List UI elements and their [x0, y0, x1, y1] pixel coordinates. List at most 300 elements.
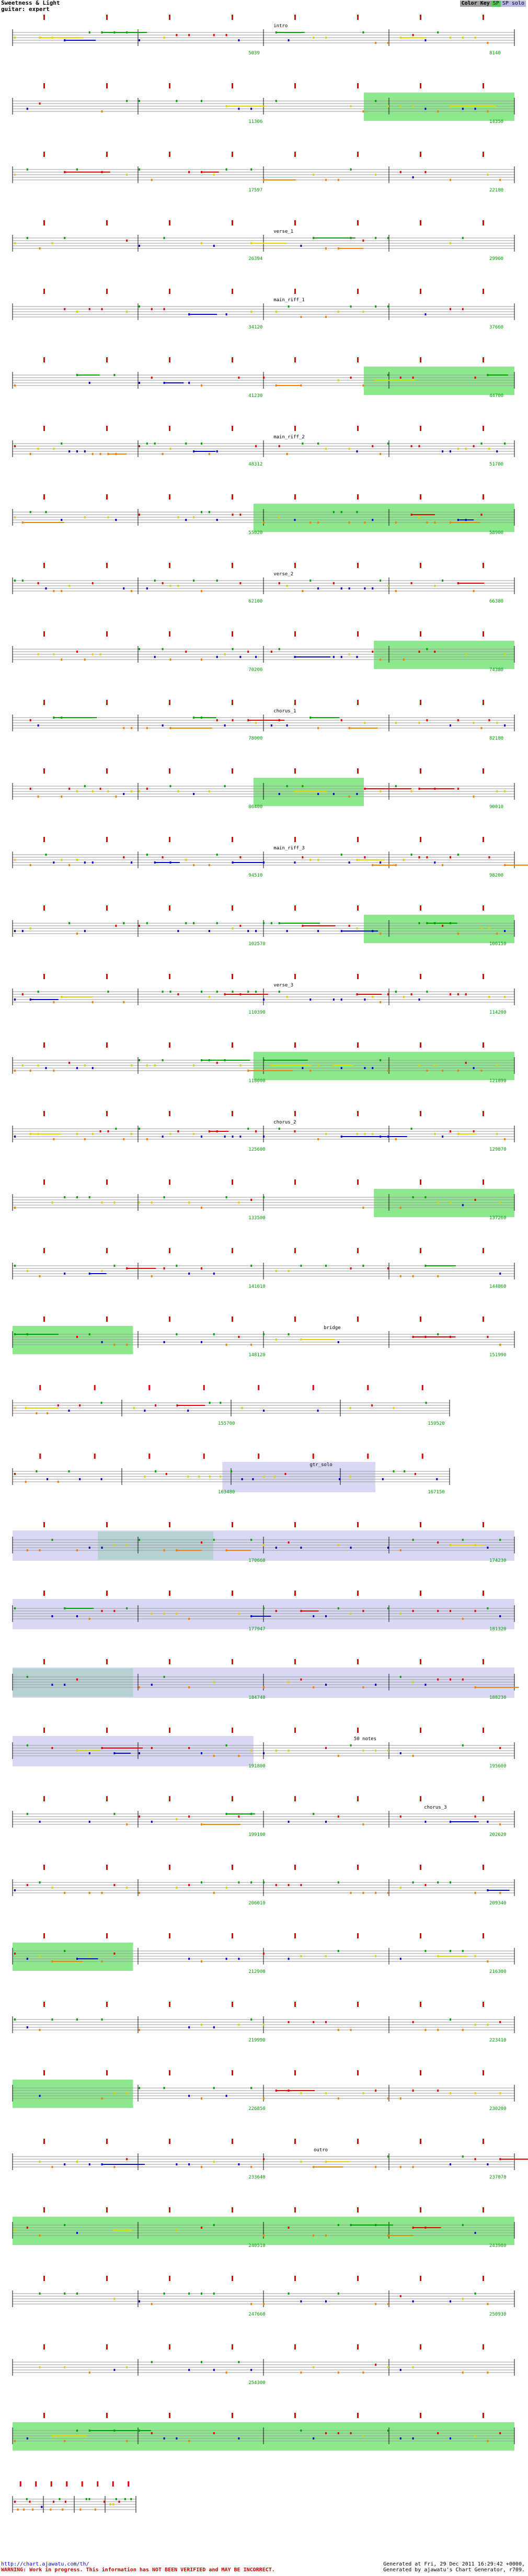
beat-tick — [483, 563, 484, 568]
note — [387, 1607, 389, 1609]
note — [89, 308, 90, 310]
note — [193, 1064, 194, 1066]
score-label: 44700 — [489, 393, 504, 399]
note — [279, 793, 280, 795]
beat-tick — [294, 494, 296, 500]
beat-tick — [483, 1042, 484, 1048]
note — [113, 1265, 115, 1267]
note — [170, 1133, 171, 1135]
beat-tick — [43, 2276, 45, 2281]
score-label: 163480 — [217, 1490, 235, 1495]
beat-tick — [43, 357, 45, 362]
note — [263, 2097, 265, 2100]
note — [450, 2163, 451, 2165]
note — [201, 2227, 202, 2229]
note — [213, 1333, 215, 1335]
beat-tick — [483, 2070, 484, 2075]
solo-region — [222, 1462, 375, 1492]
note — [387, 1070, 389, 1072]
beat-tick — [357, 1728, 359, 1733]
note — [68, 922, 70, 924]
note — [279, 1128, 280, 1130]
score-label: 148120 — [248, 1353, 266, 1358]
beat-tick — [169, 1933, 170, 1938]
note — [101, 1892, 103, 1894]
note — [317, 727, 319, 729]
score-label: 206010 — [248, 1901, 266, 1906]
beat-tick — [169, 563, 170, 568]
note — [349, 925, 350, 927]
note — [101, 1610, 103, 1612]
note — [14, 445, 16, 447]
note — [201, 2024, 202, 2026]
note — [288, 1884, 290, 1886]
note — [100, 788, 101, 790]
note — [213, 2161, 215, 2163]
note — [76, 1336, 78, 1338]
note — [170, 585, 171, 587]
star-power-region — [364, 915, 514, 943]
note — [39, 2095, 41, 2097]
beat-tick — [294, 974, 296, 979]
note — [30, 1070, 31, 1072]
note — [170, 659, 171, 661]
note — [139, 1892, 140, 1894]
score-label: 177947 — [248, 1627, 266, 1632]
beat-tick — [43, 220, 45, 225]
note — [504, 442, 506, 445]
beat-tick — [106, 1796, 108, 1801]
note — [362, 384, 364, 387]
beat-tick — [483, 1865, 484, 1870]
note — [51, 1201, 53, 1204]
note — [434, 521, 435, 524]
note — [14, 1207, 16, 1209]
score-label: 159520 — [428, 1421, 445, 1426]
section-label: main_riff_2 — [273, 435, 305, 440]
note — [276, 311, 277, 313]
note — [201, 590, 202, 592]
note — [250, 2018, 252, 2021]
note — [213, 34, 215, 36]
note — [30, 788, 31, 790]
score-label: 5039 — [248, 51, 260, 56]
note — [126, 1823, 128, 1825]
beat-tick — [420, 700, 421, 705]
note — [30, 719, 31, 721]
note — [450, 856, 451, 858]
note — [437, 2090, 439, 2092]
note — [462, 1950, 464, 1952]
beat-tick — [106, 837, 108, 842]
star-power-region — [374, 641, 514, 669]
note — [313, 2366, 314, 2368]
note — [424, 313, 426, 315]
staff-row — [13, 2070, 514, 2112]
note — [89, 1752, 90, 1754]
note — [232, 991, 234, 993]
note — [255, 930, 257, 932]
note — [188, 1273, 190, 1275]
note — [462, 2298, 464, 2300]
note — [437, 1881, 439, 1883]
note — [27, 2026, 28, 2028]
section-label: main_riff_1 — [273, 298, 305, 303]
note — [177, 585, 179, 587]
note — [126, 2366, 128, 2368]
note — [64, 2366, 65, 2368]
note — [255, 1130, 257, 1132]
note — [25, 1481, 27, 1483]
note — [424, 1950, 426, 1952]
beat-tick — [357, 83, 359, 88]
note — [39, 1275, 41, 1277]
beat-tick — [106, 1591, 108, 1596]
beat-tick — [294, 2070, 296, 2075]
note — [325, 1955, 327, 1957]
note — [123, 1001, 124, 1003]
note — [276, 1547, 277, 1549]
note — [364, 856, 365, 858]
note — [437, 2432, 439, 2434]
note — [126, 2440, 128, 2442]
note — [64, 1273, 65, 1275]
note — [457, 788, 459, 790]
color-key-solo: SP solo — [501, 1, 526, 7]
note — [450, 1610, 451, 1612]
note — [300, 384, 302, 387]
note — [415, 1473, 416, 1475]
note — [216, 1130, 218, 1132]
note — [457, 448, 459, 450]
note — [100, 1130, 101, 1132]
note — [51, 1747, 53, 1749]
beat-tick — [294, 768, 296, 774]
staff-row — [13, 700, 514, 741]
note — [201, 717, 202, 719]
note — [131, 590, 132, 592]
note — [238, 108, 239, 110]
note — [14, 930, 16, 932]
note — [61, 659, 62, 661]
note — [51, 2018, 53, 2021]
note — [22, 580, 24, 582]
note — [279, 991, 280, 993]
beat-tick — [106, 152, 108, 157]
beat-tick — [420, 494, 421, 500]
beat-tick — [106, 1179, 108, 1185]
note — [400, 105, 401, 107]
note — [487, 1821, 488, 1823]
beat-tick — [43, 83, 45, 88]
note — [350, 1267, 352, 1269]
staff-row — [13, 426, 514, 467]
note — [14, 580, 16, 582]
note — [115, 796, 117, 798]
beat-tick — [232, 357, 233, 362]
note — [101, 1402, 102, 1404]
note — [313, 2437, 314, 2439]
note — [250, 1265, 252, 1267]
beat-tick — [357, 905, 359, 911]
note — [263, 377, 265, 379]
note — [450, 2092, 451, 2094]
beat-tick — [357, 700, 359, 705]
score-label: 195600 — [489, 1764, 507, 1769]
beat-tick — [232, 2344, 233, 2350]
beat-tick — [294, 2344, 296, 2350]
staff-row — [13, 1042, 514, 1084]
score-label: 55020 — [248, 530, 263, 536]
generated-date: Generated at Fri, 29 Dec 2011 16:29:42 +0000, — [383, 2561, 525, 2567]
note — [364, 521, 365, 524]
staff-row — [13, 357, 514, 399]
note — [412, 1881, 414, 1883]
score-label: 106150 — [489, 941, 507, 947]
note — [188, 1815, 190, 1818]
note — [146, 922, 148, 924]
note — [499, 1892, 501, 1894]
note — [14, 174, 16, 176]
beat-tick — [294, 1042, 296, 1048]
note — [201, 1541, 202, 1544]
note — [14, 2229, 16, 2231]
note — [76, 1196, 78, 1198]
beat-tick — [106, 220, 108, 225]
note — [176, 100, 177, 102]
note — [226, 168, 227, 171]
section-label: chorus_3 — [424, 1805, 447, 1810]
note — [177, 993, 179, 995]
staff-row — [13, 1796, 514, 1837]
beat-tick — [294, 1728, 296, 1733]
note — [426, 991, 428, 993]
note — [457, 933, 459, 935]
note — [387, 305, 389, 308]
note — [250, 1750, 252, 1752]
note — [279, 445, 280, 447]
note — [341, 511, 342, 513]
staff-row — [13, 83, 514, 124]
note — [362, 2435, 364, 2437]
note — [232, 927, 234, 929]
note — [209, 453, 210, 455]
note — [437, 31, 439, 33]
note — [496, 1133, 498, 1135]
note — [380, 580, 381, 582]
note — [325, 1265, 327, 1267]
beat-tick — [43, 2139, 45, 2144]
note — [188, 1747, 190, 1749]
note — [462, 308, 464, 310]
beat-tick — [483, 1317, 484, 1322]
note — [238, 1815, 239, 1818]
note — [279, 582, 280, 584]
score-label: 8140 — [489, 51, 501, 56]
note — [238, 2163, 239, 2165]
note — [325, 2300, 327, 2302]
beat-tick — [294, 2207, 296, 2212]
beat-tick — [483, 1591, 484, 1596]
score-label: 212900 — [248, 1969, 266, 1974]
beat-tick — [169, 905, 170, 911]
note — [113, 1813, 115, 1815]
note — [247, 651, 249, 653]
note — [412, 2366, 414, 2368]
beat-tick — [169, 768, 170, 774]
note — [216, 991, 218, 993]
note — [442, 1070, 443, 1072]
note — [350, 168, 352, 171]
note — [362, 1265, 364, 1267]
note — [64, 1196, 65, 1198]
note — [242, 1407, 243, 1409]
beat-tick — [294, 1179, 296, 1185]
beat-tick — [294, 1659, 296, 1664]
note — [411, 445, 412, 447]
site-url[interactable]: http://chart.ajawatu.com/th/ — [1, 2561, 89, 2567]
note — [362, 1207, 364, 1209]
note — [151, 1275, 153, 1277]
beat-tick — [357, 1796, 359, 1801]
note — [216, 854, 218, 856]
note — [119, 2501, 120, 2503]
note — [317, 793, 319, 795]
note — [475, 1955, 476, 1957]
note — [27, 1958, 28, 1960]
note — [239, 1136, 241, 1138]
score-label: 11306 — [248, 119, 263, 124]
note — [333, 511, 335, 513]
solo-note-count: 50 notes — [353, 1737, 377, 1742]
note — [76, 450, 78, 452]
note — [14, 242, 16, 244]
note — [64, 2163, 65, 2165]
note — [239, 856, 241, 858]
beat-tick — [232, 1522, 233, 1527]
note — [176, 1818, 177, 1820]
staff-row — [13, 1454, 450, 1495]
note — [475, 37, 476, 39]
note — [151, 1613, 153, 1615]
note — [400, 1815, 401, 1818]
note — [201, 511, 202, 513]
note — [393, 1470, 395, 1472]
beat-tick — [483, 152, 484, 157]
note — [380, 933, 381, 935]
beat-tick — [420, 1317, 421, 1322]
note — [126, 2158, 128, 2160]
note — [341, 587, 342, 589]
beat-tick — [106, 1111, 108, 1116]
note — [151, 2303, 153, 2305]
note — [362, 110, 364, 112]
note — [164, 1267, 165, 1269]
staff-row — [13, 2139, 528, 2180]
note — [487, 42, 488, 44]
score-label: 22180 — [489, 188, 504, 193]
note — [475, 2293, 476, 2295]
beat-tick — [420, 768, 421, 774]
note — [317, 1064, 319, 1066]
note — [14, 384, 16, 387]
note — [101, 1960, 103, 1962]
score-label: 41230 — [248, 393, 263, 399]
note — [238, 39, 239, 41]
note — [38, 1133, 39, 1135]
note — [426, 1402, 427, 1404]
note — [263, 998, 265, 1001]
note — [231, 1470, 232, 1472]
note — [213, 245, 215, 247]
note — [350, 1613, 352, 1615]
beat-tick — [106, 2070, 108, 2075]
note — [170, 448, 171, 450]
staff-row — [13, 1659, 519, 1700]
note — [193, 922, 194, 924]
note — [79, 1478, 81, 1480]
note — [92, 653, 94, 655]
beat-tick — [294, 357, 296, 362]
note — [76, 1549, 78, 1551]
beat-tick — [420, 1591, 421, 1596]
note — [288, 1333, 290, 1335]
note — [154, 1064, 156, 1066]
note — [437, 110, 439, 112]
note — [14, 1265, 16, 1267]
note — [412, 1681, 414, 1683]
note — [302, 856, 303, 858]
note — [170, 991, 171, 993]
beat-tick — [483, 1248, 484, 1253]
beat-tick — [94, 1454, 96, 1459]
note — [285, 1473, 286, 1475]
beat-tick — [169, 631, 170, 637]
score-label: 37660 — [489, 325, 504, 330]
beat-tick — [420, 15, 421, 20]
note — [362, 240, 364, 242]
note — [375, 174, 376, 176]
note — [101, 171, 103, 173]
beat-tick — [420, 1111, 421, 1116]
note — [350, 377, 352, 379]
note — [372, 1133, 373, 1135]
beat-tick — [232, 83, 233, 88]
note — [325, 37, 327, 39]
note — [263, 2234, 265, 2237]
note — [424, 171, 426, 173]
score-label: 181320 — [489, 1627, 507, 1632]
staff-row — [13, 2276, 514, 2317]
note — [419, 516, 420, 518]
note — [39, 103, 41, 105]
note — [226, 1744, 227, 1746]
beat-tick — [420, 426, 421, 431]
note — [364, 1067, 365, 1069]
note — [255, 445, 257, 447]
note — [250, 1344, 252, 1346]
note — [288, 2227, 290, 2229]
beat-tick — [483, 2276, 484, 2281]
note — [176, 34, 177, 36]
note — [139, 168, 140, 171]
note — [400, 1958, 401, 1960]
beat-tick — [169, 2070, 170, 2075]
note — [89, 2498, 90, 2500]
note — [362, 2371, 364, 2374]
note — [51, 1539, 53, 1541]
note — [151, 1747, 153, 1749]
